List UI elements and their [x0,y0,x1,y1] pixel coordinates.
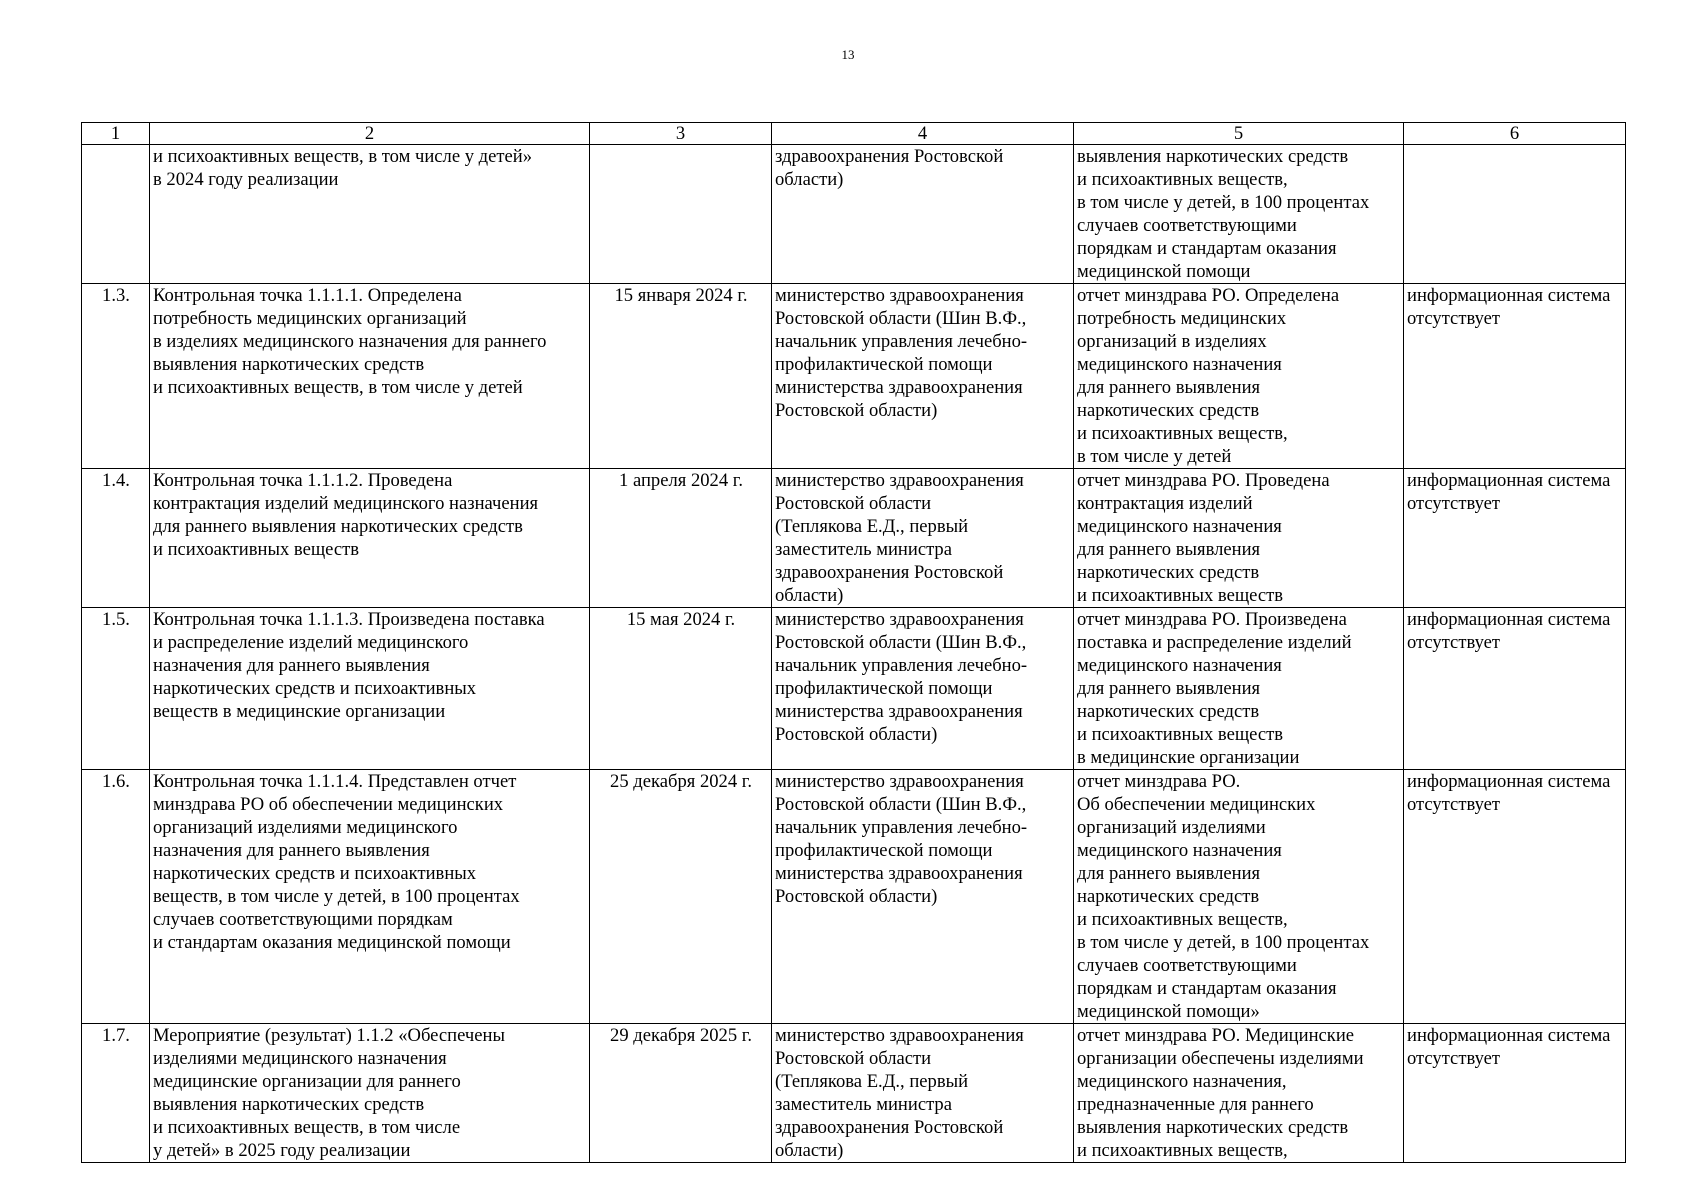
responsible-cell: здравоохранения Ростовской области) [772,145,1074,284]
table-body [82,145,1626,1163]
row-number: 1.6. [82,770,150,1024]
result-cell: отчет минздрава РО. Об обеспечении медицинских организаций изделиями медицинского назначения для раннего выявления наркотических средств и психоактивных веществ, в том числе у детей, в 100 процентах случаев соответствующими порядкам и стандартам оказания медицинской помощи» [1074,770,1404,1024]
table-row [82,284,1626,469]
info-system-cell [1404,145,1626,284]
row-number: 1.5. [82,608,150,770]
table-row [82,770,1626,1024]
column-header-5: 5 [1074,123,1404,145]
info-system-cell: информационная система отсутствует [1404,608,1626,770]
header-row [82,123,1626,145]
result-cell: отчет минздрава РО. Проведена контрактация изделий медицинского назначения для раннего выявления наркотических средств и психоактивных веществ [1074,469,1404,608]
responsible-cell: министерство здравоохранения Ростовской области (Шин В.Ф., начальник управления лечебно- профилактической помощи министерства здравоохранения Ростовской области) [772,608,1074,770]
result-cell: отчет минздрава РО. Медицинские организации обеспечены изделиями медицинского назначения, предназначенные для раннего выявления наркотических средств и психоактивных веществ, [1074,1024,1404,1163]
column-header-4: 4 [772,123,1074,145]
result-cell: отчет минздрава РО. Определена потребность медицинских организаций в изделиях медицинского назначения для раннего выявления наркотических средств и психоактивных веществ, в том числе у детей [1074,284,1404,469]
event-cell: Мероприятие (результат) 1.1.2 «Обеспечены изделиями медицинского назначения медицинские организации для раннего выявления наркотических средств и психоактивных веществ, в том числе у детей» в 2025 году реализации [150,1024,590,1163]
table-row [82,145,1626,284]
date-cell: 29 декабря 2025 г. [590,1024,772,1163]
row-number: 1.3. [82,284,150,469]
responsible-cell: министерство здравоохранения Ростовской области (Теплякова Е.Д., первый заместитель министра здравоохранения Ростовской области) [772,1024,1074,1163]
event-cell: и психоактивных веществ, в том числе у детей» в 2024 году реализации [150,145,590,284]
info-system-cell: информационная система отсутствует [1404,1024,1626,1163]
table-row [82,469,1626,608]
date-cell: 1 апреля 2024 г. [590,469,772,608]
column-header-2: 2 [150,123,590,145]
table-header [82,123,1626,145]
column-header-3: 3 [590,123,772,145]
page-number: 13 [841,47,855,62]
table-row [82,1024,1626,1163]
table-row [82,608,1626,770]
date-cell: 25 декабря 2024 г. [590,770,772,1024]
date-cell: 15 мая 2024 г. [590,608,772,770]
row-number: 1.4. [82,469,150,608]
event-cell: Контрольная точка 1.1.1.4. Представлен отчет минздрава РО об обеспечении медицинских организаций изделиями медицинского назначения для раннего выявления наркотических средств и психоактивных веществ, в том числе у детей, в 100 процентах случаев соответствующими порядкам и стандартам оказания медицинской помощи [150,770,590,1024]
result-cell: выявления наркотических средств и психоактивных веществ, в том числе у детей, в 100 процентах случаев соответствующими порядкам и стандартам оказания медицинской помощи [1074,145,1404,284]
column-header-1: 1 [82,123,150,145]
column-header-6: 6 [1404,123,1626,145]
plan-table [81,122,1626,1163]
date-cell: 15 января 2024 г. [590,284,772,469]
responsible-cell: министерство здравоохранения Ростовской области (Теплякова Е.Д., первый заместитель министра здравоохранения Ростовской области) [772,469,1074,608]
date-cell [590,145,772,284]
row-number [82,145,150,284]
event-cell: Контрольная точка 1.1.1.2. Проведена контрактация изделий медицинского назначения для раннего выявления наркотических средств и психоактивных веществ [150,469,590,608]
event-cell: Контрольная точка 1.1.1.1. Определена потребность медицинских организаций в изделиях медицинского назначения для раннего выявления наркотических средств и психоактивных веществ, в том числе у детей [150,284,590,469]
info-system-cell: информационная система отсутствует [1404,284,1626,469]
responsible-cell: министерство здравоохранения Ростовской области (Шин В.Ф., начальник управления лечебно- профилактической помощи министерства здравоохранения Ростовской области) [772,770,1074,1024]
info-system-cell: информационная система отсутствует [1404,770,1626,1024]
event-cell: Контрольная точка 1.1.1.3. Произведена поставка и распределение изделий медицинского назначения для раннего выявления наркотических средств и психоактивных веществ в медицинские организации [150,608,590,770]
info-system-cell: информационная система отсутствует [1404,469,1626,608]
row-number: 1.7. [82,1024,150,1163]
result-cell: отчет минздрава РО. Произведена поставка и распределение изделий медицинского назначения для раннего выявления наркотических средств и психоактивных веществ в медицинские организации [1074,608,1404,770]
responsible-cell: министерство здравоохранения Ростовской области (Шин В.Ф., начальник управления лечебно- профилактической помощи министерства здравоохранения Ростовской области) [772,284,1074,469]
